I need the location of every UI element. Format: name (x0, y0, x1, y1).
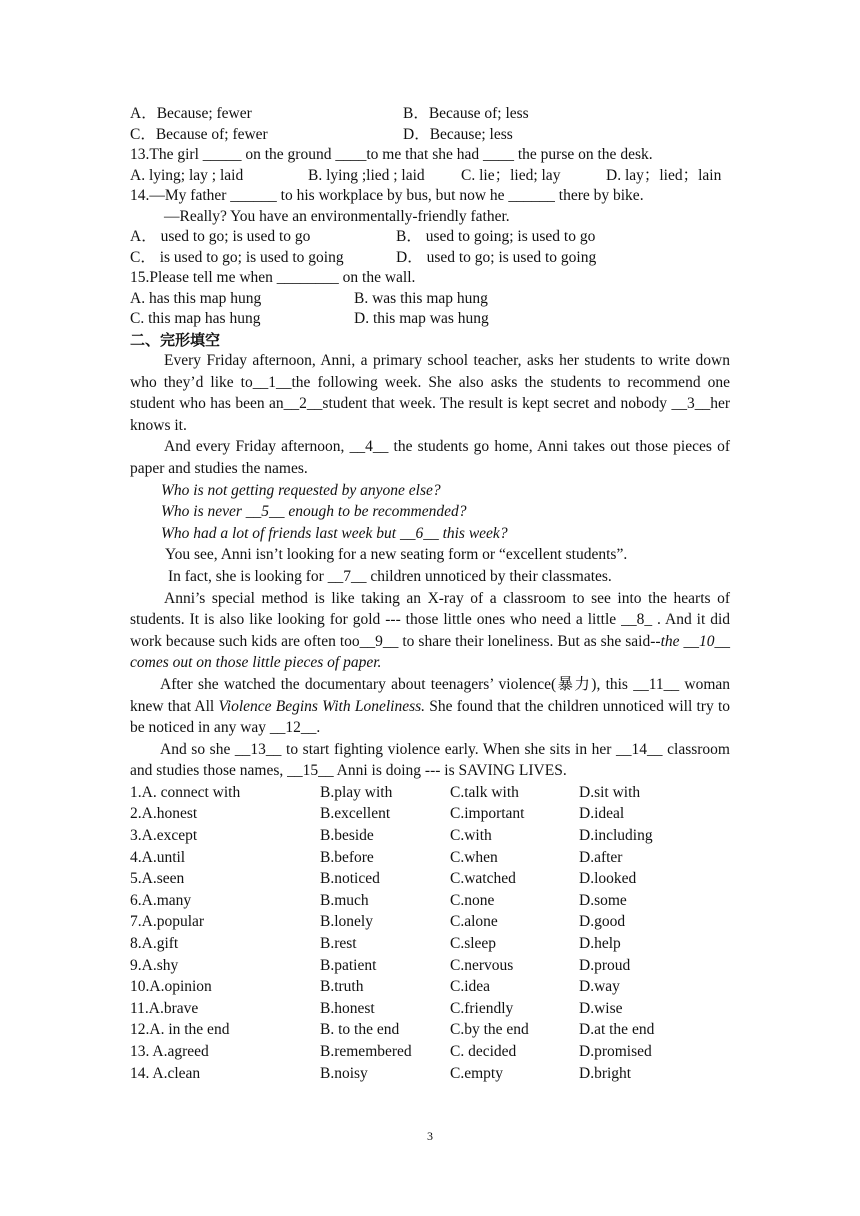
q12-options-row-2 (130, 125, 730, 146)
answer-option-a: 12.A. in the end (130, 1021, 230, 1039)
passage-paragraph-3: You see, Anni isn’t looking for a new seating form or “excellent students”. (165, 546, 628, 564)
q13-stem: 13.The girl _____ on the ground ____to me that she had ____ the purse on the desk. (130, 146, 653, 163)
q13-option-b: B. lying ;lied ; laid (308, 166, 425, 184)
q15-stem: 15.Please tell me when ________ on the wall. (130, 269, 416, 286)
answer-row (130, 976, 654, 998)
passage-question-2: Who is never __5__ enough to be recommended? (161, 503, 467, 521)
passage-paragraph-2: And every Friday afternoon, __4__ the students go home, Anni takes out those pieces of paper and studies the names. (130, 438, 730, 477)
answer-option-c: C.idea (450, 978, 491, 996)
passage-paragraph-1: Every Friday afternoon, Anni, a primary school teacher, asks her students to write down who they’d like to__1__the following week. She also asks the students to recommend one student who has been an__2__student that week. The result is kept secret and nobody __3__her knows it. (130, 352, 730, 434)
q13-option-a: A. lying; lay ; laid (130, 166, 244, 184)
passage-paragraph-4: In fact, she is looking for __7__ children unnoticed by their classmates. (168, 567, 612, 585)
q14-option-c: C． is used to go; is used to going (130, 248, 344, 266)
page-content (130, 104, 730, 1084)
q12-option-d: D．Because; less (403, 125, 513, 143)
section-heading: 二、完形填空 (130, 330, 221, 349)
q12-options-row-1 (130, 104, 730, 125)
q12-option-a: A．Because; fewer (130, 105, 252, 122)
answer-row (130, 911, 654, 933)
answer-option-d: D.some (579, 891, 627, 909)
answer-option-a: 7.A.popular (130, 913, 205, 931)
answer-option-b: B.much (320, 891, 369, 909)
answer-row (130, 890, 654, 912)
answer-option-d: D.including (579, 827, 653, 845)
answer-option-a: 1.A. connect with (130, 783, 241, 801)
answer-options-table (130, 782, 654, 1084)
answer-option-a: 2.A.honest (130, 805, 198, 823)
answer-option-a: 4.A.until (130, 848, 186, 866)
paragraph-5-text: Anni’s special method is like taking an X-ray of a classroom to see into the hearts of students. It is also like looking for gold --- those little ones who need a little __8_ . And it did work because such kids are often too__9__ to share their loneliness. But as she said-- (130, 589, 730, 650)
answer-option-b: B. to the end (320, 1021, 400, 1039)
answer-option-b: B.truth (320, 978, 364, 996)
answer-option-a: 8.A.gift (130, 935, 179, 953)
answer-row (130, 1019, 654, 1041)
q14-option-d: D． used to go; is used to going (396, 248, 597, 266)
q13-option-c: C. lie；lied; lay (461, 166, 561, 184)
answer-option-d: D.sit with (579, 783, 641, 801)
answer-option-d: D.help (579, 935, 621, 953)
answer-option-a: 11.A.brave (130, 999, 199, 1017)
answer-option-a: 9.A.shy (130, 956, 179, 974)
answer-option-d: D.wise (579, 999, 623, 1017)
answer-row (130, 868, 654, 890)
q14-options-row-2 (130, 248, 730, 269)
answer-option-b: B.beside (320, 827, 374, 845)
answer-options-body (130, 782, 654, 1084)
q15-options-row-2 (130, 309, 730, 330)
answer-option-c: C.empty (450, 1064, 503, 1082)
answer-option-b: B.honest (320, 999, 375, 1017)
answer-option-b: B.noticed (320, 870, 380, 888)
passage-question-3: Who had a lot of friends last week but __6__ this week? (161, 524, 508, 542)
q13-options (130, 166, 730, 187)
answer-option-c: C.sleep (450, 935, 497, 953)
answer-row (130, 1063, 654, 1085)
q14-stem: 14.—My father ______ to his workplace by bus, but now he ______ there by bike. (130, 187, 644, 204)
answer-option-c: C.none (450, 891, 495, 909)
q12-option-c: C．Because of; fewer (130, 125, 268, 143)
answer-option-b: B.patient (320, 956, 377, 974)
paragraph-6-italic: Violence Begins With Loneliness. (218, 697, 426, 715)
passage-paragraph-7: And so she __13__ to start fighting violence early. When she sits in her __14__ classroom and studies those names, __15__ Anni is doing --- is SAVING LIVES. (130, 740, 730, 780)
q14-option-a: A． used to go; is used to go (130, 228, 311, 245)
answer-option-c: C.important (450, 805, 525, 823)
answer-option-a: 14. A.clean (130, 1064, 201, 1082)
answer-row (130, 782, 654, 804)
answer-option-b: B.noisy (320, 1064, 368, 1082)
answer-option-c: C.with (450, 827, 492, 845)
q15-option-b: B. was this map hung (354, 289, 488, 307)
paragraph-6-text-b: She found that the children unnoticed will try to be noticed in any way __12__. (130, 697, 730, 737)
answer-row (130, 825, 654, 847)
q15-option-a: A. has this map hung (130, 289, 262, 307)
q12-option-b: B．Because of; less (403, 105, 529, 122)
q13-option-d: D. lay；lied；lain (606, 166, 722, 184)
answer-option-d: D.bright (579, 1064, 632, 1082)
q15-option-d: D. this map was hung (354, 310, 489, 327)
answer-option-a: 10.A.opinion (130, 978, 212, 996)
answer-option-b: B.rest (320, 935, 357, 953)
answer-option-b: B.before (320, 848, 374, 866)
page-number: 3 (427, 1129, 433, 1143)
paragraph-6-text-a: After she watched the documentary about teenagers’ violence(暴力), this __11__ woman knew that All (130, 675, 730, 715)
answer-option-b: B.play with (320, 783, 393, 801)
answer-option-d: D.after (579, 848, 623, 866)
answer-option-a: 13. A.agreed (130, 1043, 209, 1060)
q14-option-b: B． used to going; is used to go (396, 228, 596, 245)
answer-option-c: C.watched (450, 870, 516, 888)
answer-option-d: D.way (579, 978, 620, 996)
paragraph-5-italic: the __10__ comes out on those little pieces of paper. (130, 632, 730, 672)
answer-row (130, 998, 654, 1020)
answer-option-d: D.at the end (579, 1021, 655, 1039)
answer-option-a: 6.A.many (130, 891, 192, 909)
answer-row (130, 847, 654, 869)
answer-option-c: C.by the end (450, 1021, 529, 1039)
answer-option-c: C.talk with (450, 783, 519, 801)
answer-option-c: C. decided (450, 1043, 517, 1060)
answer-row (130, 933, 654, 955)
answer-option-d: D.good (579, 913, 626, 931)
q14-options-row-1 (130, 227, 730, 248)
passage-paragraph-6 (130, 674, 730, 739)
answer-option-d: D.promised (579, 1043, 652, 1060)
answer-option-d: D.ideal (579, 805, 625, 823)
cloze-passage (130, 350, 730, 782)
answer-option-c: C.alone (450, 913, 498, 931)
answer-option-c: C.nervous (450, 956, 514, 974)
answer-option-d: D.proud (579, 956, 631, 974)
answer-option-b: B.lonely (320, 913, 373, 931)
answer-option-d: D.looked (579, 870, 637, 888)
q15-option-c: C. this map has hung (130, 310, 261, 327)
answer-option-b: B.excellent (320, 805, 391, 823)
answer-option-c: C.when (450, 848, 498, 866)
answer-option-c: C.friendly (450, 999, 514, 1017)
answer-row (130, 803, 654, 825)
answer-row (130, 955, 654, 977)
answer-row (130, 1041, 654, 1063)
passage-paragraph-5 (130, 588, 730, 674)
answer-option-b: B.remembered (320, 1043, 412, 1060)
passage-question-1: Who is not getting requested by anyone else? (161, 481, 441, 499)
q15-options-row-1 (130, 289, 730, 310)
answer-option-a: 3.A.except (130, 827, 198, 845)
answer-option-a: 5.A.seen (130, 870, 185, 888)
q14-reply: —Really? You have an environmentally-friendly father. (164, 207, 510, 225)
